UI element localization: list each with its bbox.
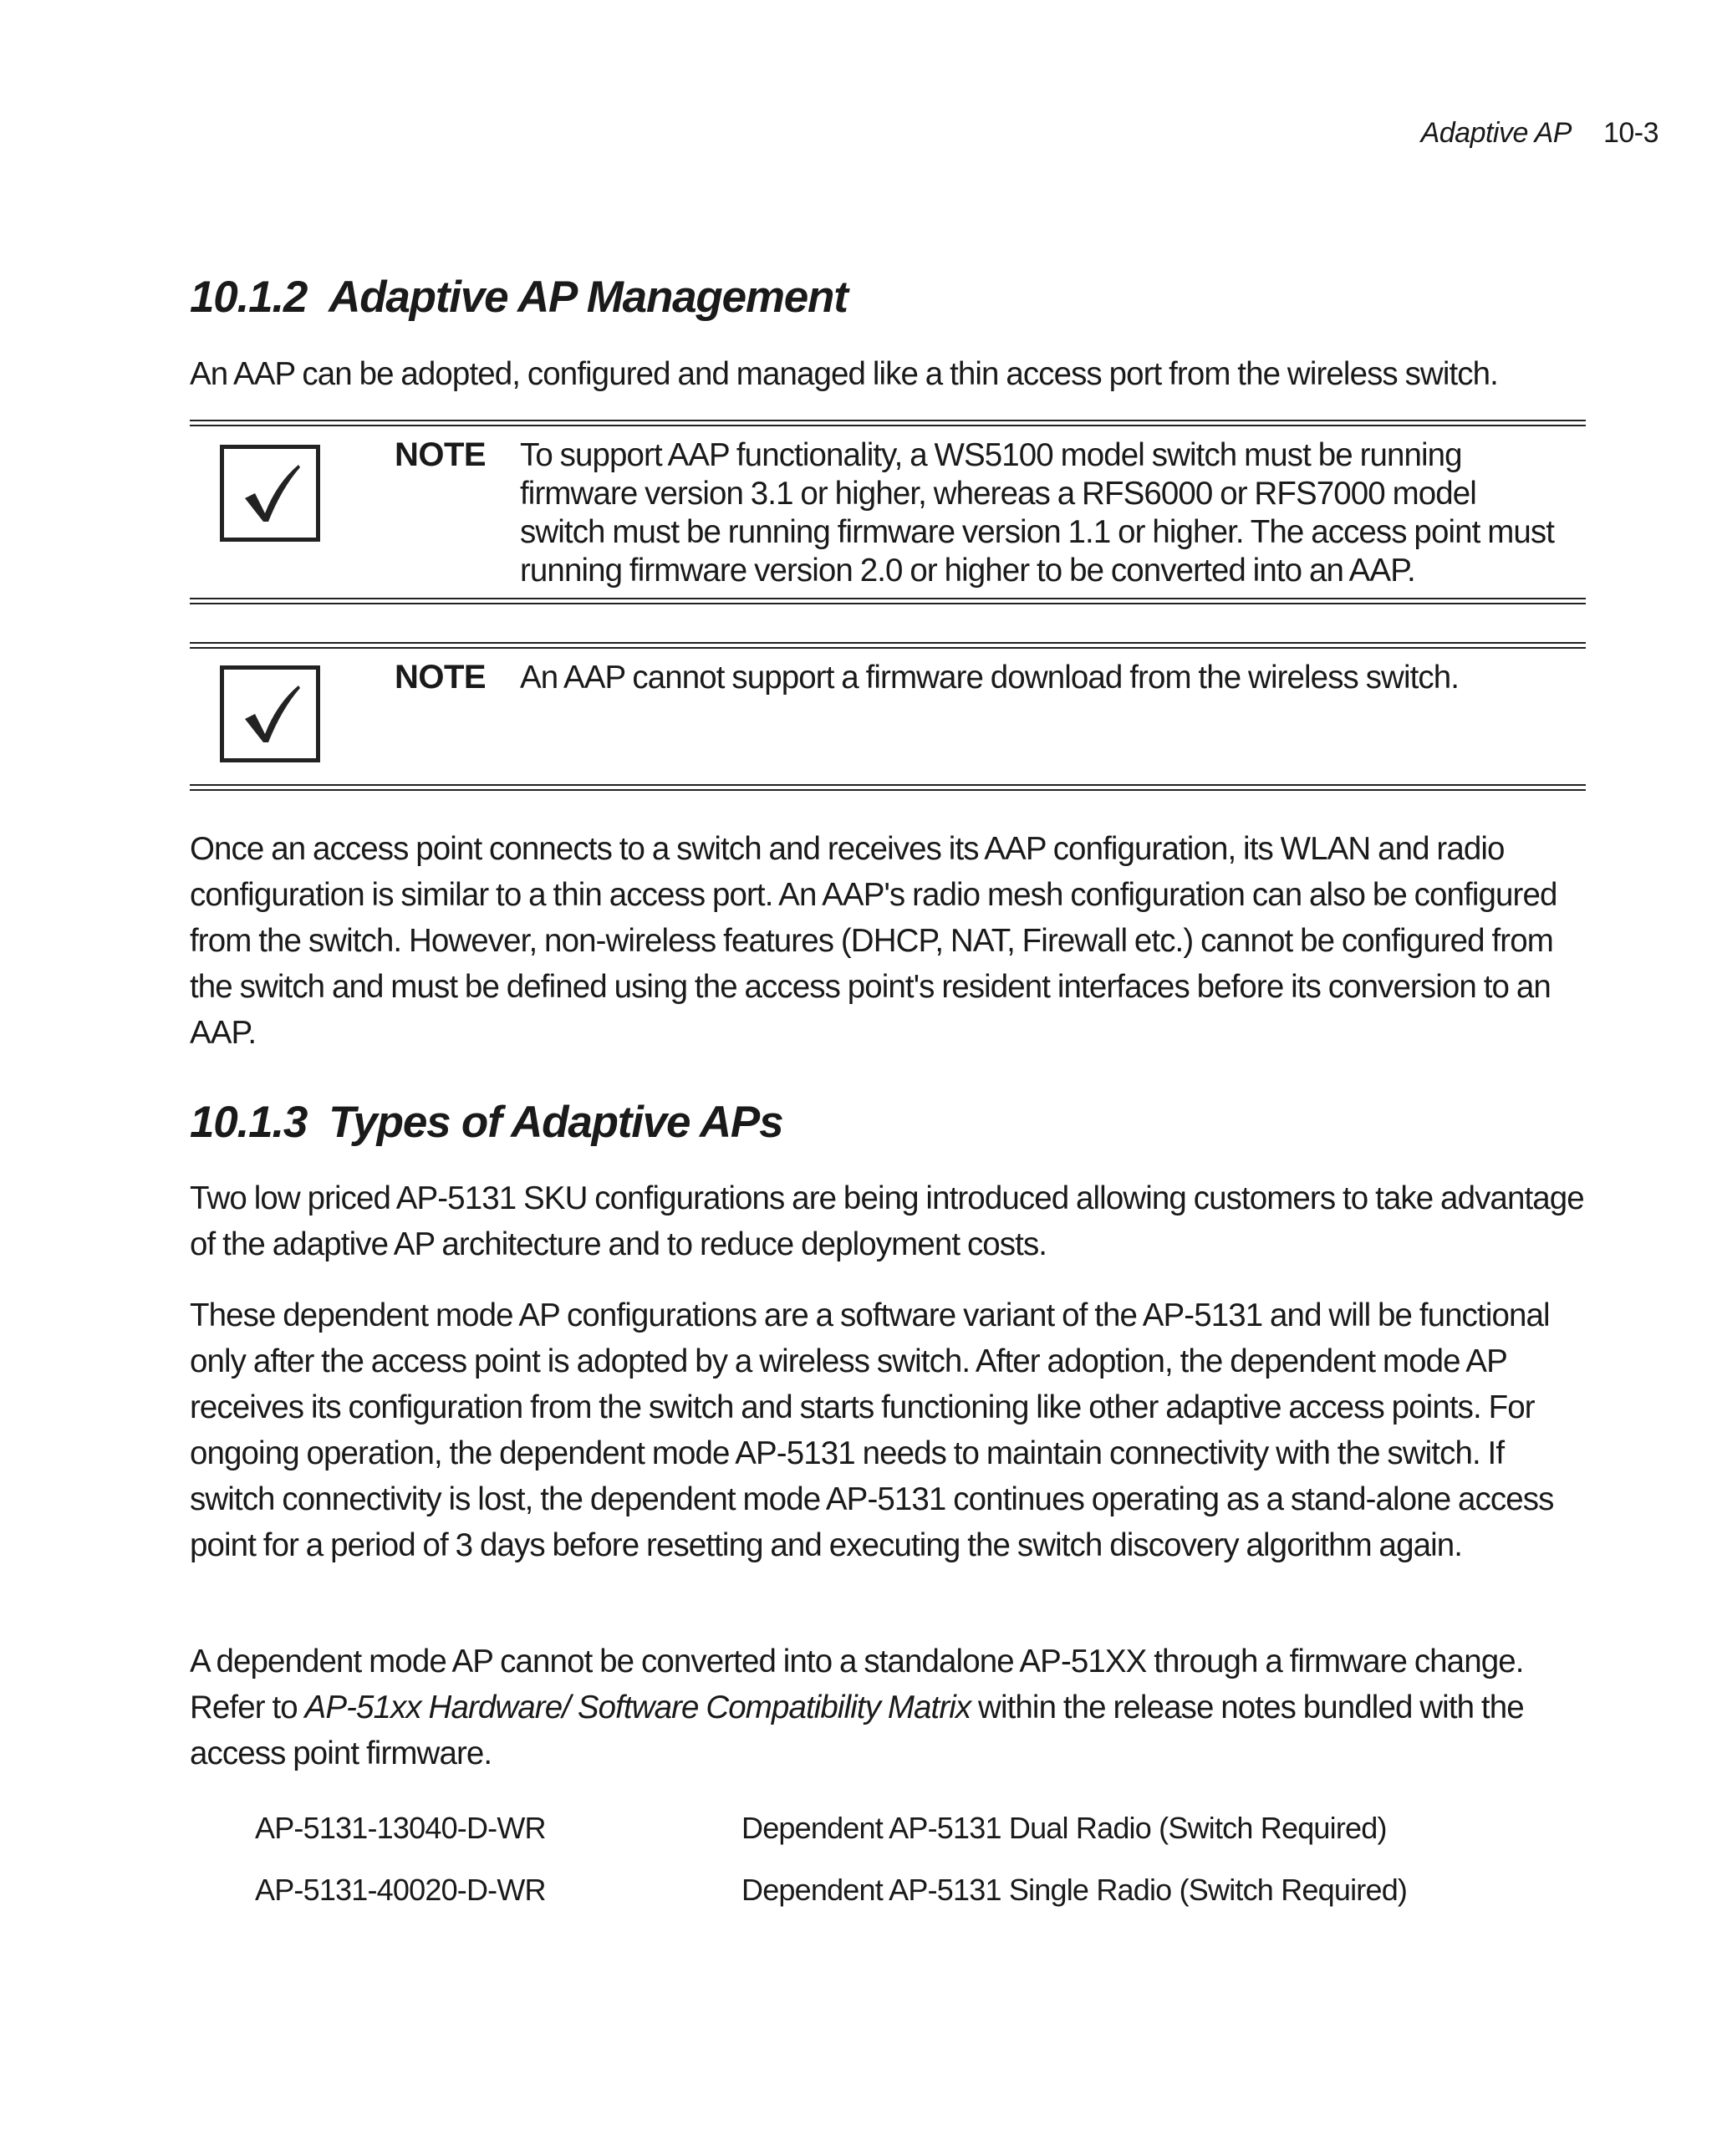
note-bottom-rule	[190, 784, 1586, 791]
table-row	[255, 1797, 1592, 1859]
sku-description: Dependent AP-5131 Single Radio (Switch Required)	[741, 1873, 1408, 1907]
note-callout	[190, 642, 1586, 791]
header-section-name: Adaptive AP	[1420, 117, 1572, 149]
conversion-lead-text: A dependent mode AP cannot be converted into a standalone AP-51XX through a firmware change. Refer to	[190, 1644, 1524, 1725]
section-heading-management	[190, 272, 848, 323]
note-label: NOTE	[395, 436, 487, 473]
sku-table	[255, 1797, 1592, 1921]
management-intro: An AAP can be adopted, configured and managed like a thin access port from the wireless switch.	[190, 356, 1498, 392]
section-number: 10.1.3	[190, 1098, 308, 1147]
section-title: Adaptive AP Management	[329, 273, 848, 322]
page-number: 10-3	[1602, 117, 1658, 149]
note-top-rule	[190, 642, 1586, 649]
compatibility-matrix-reference: AP-51xx Hardware/ Software Compatibility Matrix	[304, 1690, 971, 1725]
note-text: An AAP cannot support a firmware download from the wireless switch.	[520, 660, 1460, 696]
table-row	[255, 1859, 1592, 1921]
types-conversion-paragraph	[190, 1639, 1594, 1776]
note-bottom-rule	[190, 598, 1586, 604]
note-text: To support AAP functionality, a WS5100 model switch must be running firmware version 3.1 or higher, whereas a RFS6000 or RFS7000 model switch must be running firmware version 1.1 or higher. The access point must running firmware version 2.0 or higher to be converted into an AAP.	[520, 437, 1555, 589]
types-dependent-paragraph: These dependent mode AP configurations are a software variant of the AP-5131 and will be functional only after the access point is adopted by a wireless switch. After adoption, the dependent mode AP receives its configuration from the switch and starts functioning like other adaptive access points. For ongoing operation, the dependent mode AP-5131 needs to maintain connectivity with the switch. If switch connectivity is lost, the dependent mode AP-5131 continues operating as a stand-alone access point for a period of 3 days before resetting and executing the switch discovery algorithm again.	[190, 1297, 1554, 1563]
note-label: NOTE	[395, 659, 487, 696]
note-callout	[190, 420, 1586, 604]
checkmark-icon	[220, 665, 320, 762]
conversion-tail-text: within the release notes bundled with the access point firmware.	[190, 1690, 1524, 1771]
sku-code: AP-5131-40020-D-WR	[255, 1873, 546, 1907]
section-title: Types of Adaptive APs	[329, 1098, 783, 1147]
types-intro-paragraph: Two low priced AP-5131 SKU configurations are being introduced allowing customers to take advantage of the adaptive AP architecture and to reduce deployment costs.	[190, 1180, 1584, 1262]
running-header	[1421, 117, 1658, 150]
section-number: 10.1.2	[190, 273, 308, 322]
management-detail-paragraph: Once an access point connects to a switch and receives its AAP configuration, its WLAN and radio configuration is similar to a thin access port. An AAP's radio mesh configuration can also be configured from the switch. However, non-wireless features (DHCP, NAT, Firewall etc.) cannot be configured from the switch and must be defined using the access point's resident interfaces before its conversion to an AAP.	[190, 831, 1557, 1051]
sku-description: Dependent AP-5131 Dual Radio (Switch Required)	[741, 1811, 1387, 1845]
checkmark-icon	[220, 445, 320, 542]
section-heading-types	[190, 1097, 782, 1148]
sku-code: AP-5131-13040-D-WR	[255, 1811, 546, 1845]
note-top-rule	[190, 420, 1586, 426]
